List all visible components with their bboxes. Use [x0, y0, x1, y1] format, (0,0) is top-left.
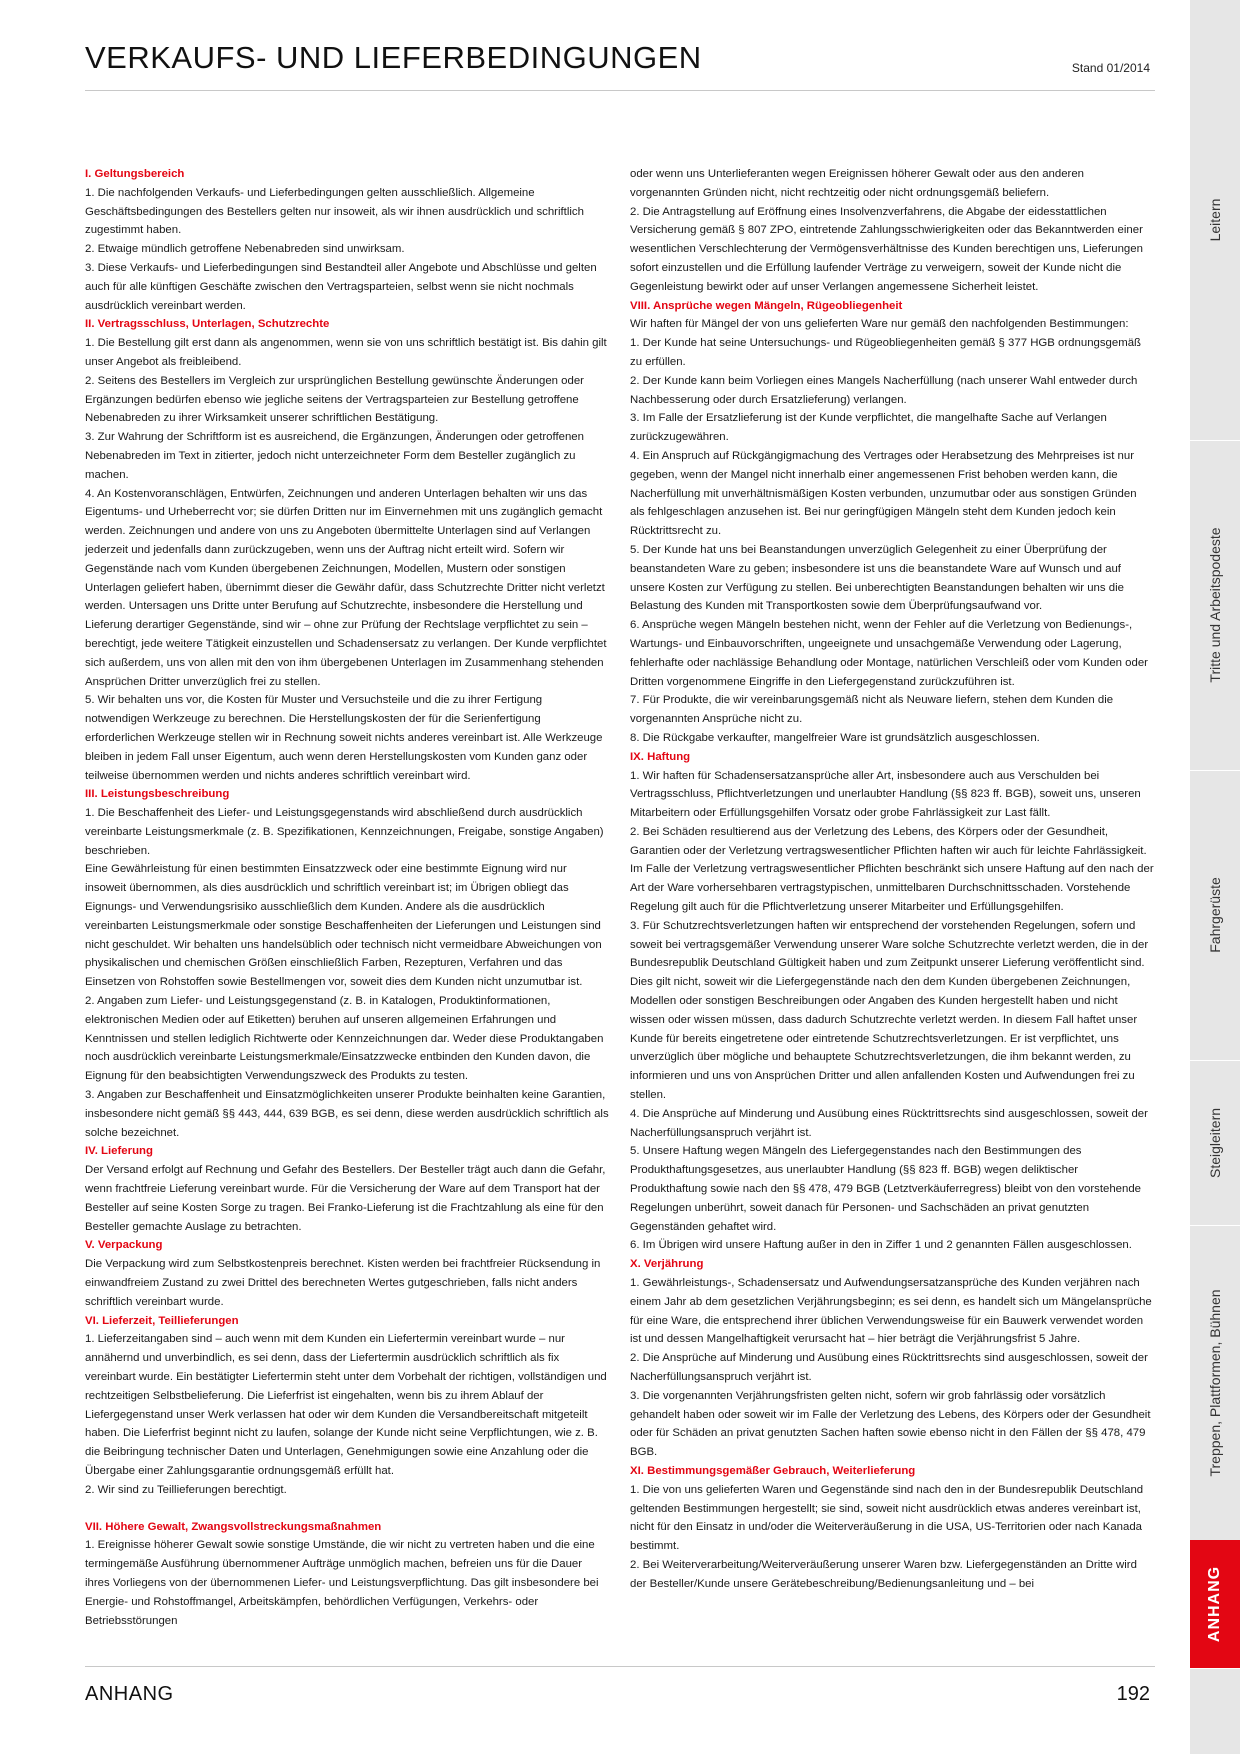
- section-heading: VI. Lieferzeit, Teillieferungen: [85, 1314, 239, 1327]
- sidebar-tab-label: Fahrgerüste: [1207, 877, 1223, 953]
- sidebar-tab-label: Tritte und Arbeitspodeste: [1207, 527, 1223, 683]
- sidebar-tab-label: Leitern: [1207, 198, 1223, 242]
- page-title: VERKAUFS- UND LIEFERBEDINGUNGEN: [85, 40, 702, 75]
- section-heading: VIII. Ansprüche wegen Mängeln, Rügeobliegenheit: [630, 299, 903, 312]
- paragraph: 2. Seitens des Bestellers im Vergleich zur ursprünglichen Bestellung gewünschte Änderungen oder Ergänzungen bedürfen ebenso wie jegliche seitens der Vertragsparteien zur Bestellung getroffene Nebenabreden zu ihrer Wirksamkeit unserer schriftlichen Bestätigung.: [85, 374, 584, 425]
- paragraph: 1. Die nachfolgenden Verkaufs- und Lieferbedingungen gelten ausschließlich. Allgemeine Geschäftsbedingungen des Bestellers gelten nur insoweit, als wir ihnen ausdrücklich und schriftlich zugestimmt haben.: [85, 186, 584, 237]
- paragraph: 4. An Kostenvoranschlägen, Entwürfen, Zeichnungen und anderen Unterlagen behalten wir uns das Eigentums- und Urheberrecht vor; sie dürfen Dritten nur im Einvernehmen mit uns zugänglich gemacht werden. Zeichnungen und andere von uns zu Angeboten übermittelte Unterlagen sind auf Verlangen jederzeit und jedenfalls dann zurückzugeben, wenn uns der Auftrag nicht erteilt wird. Sofern wir Gegenstände nach vom Kunden übergebenen Zeichnungen, Modellen, Mustern oder sonstigen Unterlagen geliefert haben, übernimmt dieser die Gewähr dafür, dass Schutzrechte Dritter nicht verletzt werden. Untersagen uns Dritte unter Berufung auf Schutzrechte, insbesondere die Herstellung und Lieferung derartiger Gegenstände, sind wir – ohne zur Prüfung der Rechtslage verpflichtet zu sein – berechtigt, jede weitere Tätigkeit einzustellen und Schadensersatz zu verlangen. Der Kunde verpflichtet sich außerdem, uns von allen mit den von ihm übergebenen Unterlagen im Zusammenhang stehenden Ansprüchen Dritter unverzüglich frei zu stellen.: [85, 487, 607, 688]
- version-date: Stand 01/2014: [1071, 61, 1150, 75]
- paragraph: 3. Für Schutzrechtsverletzungen haften wir entsprechend der vorstehenden Regelungen, sofern und soweit bei vertragsgemäßer Verwendung unserer Ware solche Schutzrechte verletzt werden, die in der Bundesrepublik Deutschland Gültigkeit haben und zum Zeitpunkt unserer Lieferung veröffentlicht sind. Dies gilt nicht, soweit wir die Liefergegenstände nach den dem Kunden übergebenen Zeichnungen, Modellen oder sonstigen Beschreibungen oder Angaben des Kunden hergestellt haben und nicht wissen oder wissen müssen, dass dadurch Schutzrechte verletzt werden. In diesem Fall haftet unser Kunde für bereits eingetretene oder eintretende Schutzrechtsverletzungen. Er ist verpflichtet, uns unverzüglich über mögliche und behauptete Schutzrechtsverletzungen, die ihm bekannt werden, zu informieren und uns von Ansprüchen Dritter und allen anfallenden Kosten und Aufwendungen frei zu stellen.: [630, 919, 1149, 1102]
- paragraph: 1. Ereignisse höherer Gewalt sowie sonstige Umstände, die wir nicht zu vertreten haben und die eine termingemäße Ausführung übernommener Aufträge unmöglich machen, befreien uns für die Dauer ihres Vorliegens von der übernommenen Liefer- und Leistungsverpflichtung. Das gilt insbesondere bei Energie- und Rohstoffmangel, Arbeitskämpfen, behördlichen Verfügungen, Verkehrs- oder Betriebsstörungen: [85, 1539, 599, 1627]
- chapter-sidebar: [1190, 0, 1240, 1754]
- page-number: 192: [1116, 1683, 1150, 1705]
- section-heading: XI. Bestimmungsgemäßer Gebrauch, Weiterlieferung: [630, 1464, 916, 1477]
- right-text-column: [630, 165, 1154, 1594]
- sidebar-tab-leitern[interactable]: [1190, 0, 1240, 441]
- sidebar-tab-label: Treppen, Plattformen, Bühnen: [1207, 1288, 1223, 1477]
- paragraph: 1. Wir haften für Schadensersatzansprüche aller Art, insbesondere auch aus Verschulden bei Vertragsschluss, Pflichtverletzungen und unerlaubter Handlung (§§ 823 ff. BGB), soweit uns, unseren Mitarbeitern oder Erfüllungsgehilfen Vorsatz oder grobe Fahrlässigkeit zur Last fällt.: [630, 769, 1141, 820]
- paragraph: 6. Im Übrigen wird unsere Haftung außer in den in Ziffer 1 und 2 genannten Fällen ausgeschlossen.: [630, 1239, 1132, 1252]
- section-heading: VII. Höhere Gewalt, Zwangsvollstreckungsmaßnahmen: [85, 1520, 382, 1533]
- paragraph: 2. Bei Schäden resultierend aus der Verletzung des Lebens, des Körpers oder der Gesundheit, Garantien oder der Verletzung vertragswesentlicher Pflichten haften wir auch für leichte Fahrlässigkeit. Im Falle der Verletzung vertragswesentlicher Pflichten beschränkt sich unsere Haftung auf den nach der Art der Ware vorhersehbaren vertragstypischen, unmittelbaren Durchschnittsschaden. Vorstehende Regelung gilt auch für die Pflichtverletzung unserer Mitarbeiter und Erfüllungsgehilfen.: [630, 825, 1154, 914]
- paragraph: 2. Angaben zum Liefer- und Leistungsgegenstand (z. B. in Katalogen, Produktinformationen, elektronischen Medien oder auf Etiketten) beruhen auf unseren allgemeinen Erfahrungen und Kenntnissen und stellen lediglich Richtwerte oder Kennzeichnungen dar. Weder diese Produktangaben noch ausdrücklich vereinbarte Leistungsmerkmale/Einsatzzwecke entbinden den Kunden davon, die Eignung für den beabsichtigten Verwendungszweck des Produkts zu testen.: [85, 995, 604, 1083]
- sidebar-tab-fahrgerueste[interactable]: [1190, 770, 1240, 1061]
- sidebar-tab-label: ANHANG: [1206, 1565, 1223, 1643]
- paragraph: oder wenn uns Unterlieferanten wegen Ereignissen höherer Gewalt oder aus den anderen vorgenannten Gründen nicht, nicht rechtzeitig oder nicht ordnungsgemäß beliefern.: [630, 168, 1085, 199]
- paragraph: Eine Gewährleistung für einen bestimmten Einsatzzweck oder eine bestimmte Eignung wird nur insoweit übernommen, als dies ausdrücklich und schriftlich vereinbart ist; im Übrigen obliegt das Eignungs- und Verwendungsrisiko ausschließlich dem Kunden. Andere als die ausdrücklich vereinbarten Leistungsmerkmale oder sonstige Beschaffenheiten der Lieferungen und Leistungen sind nicht geschuldet. Wir behalten uns handelsüblich oder technisch nicht vermeidbare Abweichungen von physikalischen und chemischen Größen einschließlich Farben, Rezepturen, Verfahren und das Einsetzen von Rohstoffen sowie Bestellmengen vor, soweit dies dem Kunden nicht unzumutbar ist.: [85, 863, 602, 989]
- section-heading: V. Verpackung: [85, 1239, 163, 1252]
- sidebar-tab-steigleitern[interactable]: [1190, 1060, 1240, 1226]
- left-text-column: [85, 165, 609, 1630]
- paragraph: 1. Die Beschaffenheit des Liefer- und Leistungsgegenstands wird abschließend durch ausdrücklich vereinbarte Leistungsmerkmale (z. B. Spezifikationen, Kennzeichnungen, Freigabe, sonstige Angaben) beschrieben.: [85, 807, 604, 857]
- paragraph: 4. Die Ansprüche auf Minderung und Ausübung eines Rücktrittsrechts sind ausgeschlossen, soweit der Nacherfüllungsanspruch verjährt ist.: [630, 1107, 1148, 1139]
- section-heading: I. Geltungsbereich: [85, 168, 185, 180]
- paragraph: Der Versand erfolgt auf Rechnung und Gefahr des Bestellers. Der Besteller trägt auch dann die Gefahr, wenn frachtfreie Lieferung vereinbart wurde. Für die Versicherung der Ware auf dem Transport hat der Besteller auf seine Kosten Sorge zu tragen. Bei Franko-Lieferung ist die Frachtzahlung als eine für den Besteller gemachte Auslage zu betrachten.: [85, 1164, 606, 1233]
- paragraph: 2. Die Ansprüche auf Minderung und Ausübung eines Rücktrittsrechts sind ausgeschlossen, soweit der Nacherfüllungsanspruch verjährt ist.: [630, 1352, 1148, 1383]
- paragraph: 2. Etwaige mündlich getroffene Nebenabreden sind unwirksam.: [85, 243, 405, 256]
- sidebar-empty-tab: [1190, 1668, 1240, 1754]
- paragraph: 1. Die von uns gelieferten Waren und Gegenstände sind nach den in der Bundesrepublik Deutschland geltenden Bestimmungen hergestellt; sie sind, soweit nicht ausdrücklich etwas anderes vereinbart ist, nicht für den Einsatz in und/oder die Weiterveräußerung in die USA, US-Territorien oder nach Kanada bestimmt.: [630, 1483, 1144, 1553]
- paragraph: 2. Die Antragstellung auf Eröffnung eines Insolvenzverfahrens, die Abgabe der eidesstattlichen Versicherung gemäß § 807 ZPO, eintretende Zahlungsschwierigkeiten oder das Bekanntwerden einer wesentlichen Verschlechterung der Vermögensverhältnisse des Kunden berechtigen uns, Lieferungen sofort einzustellen und die Erfüllung laufender Verträge zu verweigern, soweit der Kunde nicht die Gegenleistung bewirkt oder auf unser Verlangen angemessene Sicherheit leistet.: [630, 205, 1143, 293]
- sidebar-tab-label: Steigleitern: [1207, 1107, 1223, 1178]
- paragraph: 7. Für Produkte, die wir vereinbarungsgemäß nicht als Neuware liefern, stehen dem Kunden die vorgenannten Ansprüche nicht zu.: [630, 694, 1114, 726]
- paragraph: 1. Die Bestellung gilt erst dann als angenommen, wenn sie von uns schriftlich bestätigt ist. Bis dahin gilt unser Angebot als freibleibend.: [85, 337, 607, 368]
- footer-divider: [85, 1666, 1155, 1667]
- section-heading: X. Verjährung: [630, 1258, 704, 1271]
- sidebar-tab-anhang[interactable]: [1190, 1540, 1240, 1669]
- section-heading: IX. Haftung: [630, 750, 691, 763]
- paragraph: 8. Die Rückgabe verkaufter, mangelfreier Ware ist grundsätzlich ausgeschlossen.: [630, 731, 1040, 744]
- paragraph: 2. Der Kunde kann beim Vorliegen eines Mangels Nacherfüllung (nach unserer Wahl entweder durch Nachbesserung oder durch Ersatzlieferung) verlangen.: [630, 374, 1138, 406]
- paragraph: 1. Lieferzeitangaben sind – auch wenn mit dem Kunden ein Liefertermin vereinbart wurde – nur annähernd und unverbindlich, es sei denn, dass der Liefertermin ausdrücklich schriftlich als fix vereinbart wurde. Ein bestätigter Liefertermin steht unter dem Vorbehalt der richtigen, vollständigen und rechtzeitigen Selbstbelieferung. Die Lieferfrist ist eingehalten, wenn bis zu ihrem Ablauf der Liefergegenstand unser Werk verlassen hat oder wir dem Kunden die Versandbereitschaft mitgeteilt haben. Die Lieferfrist beginnt nicht zu laufen, solange der Kunde nicht seine Verpflichtungen, wie z. B. die Beibringung technischer Daten und Unterlagen, Genehmigungen sowie eine Anzahlung oder die Übergabe einer Zahlungsgarantie ordnungsgemäß erfüllt hat.: [85, 1333, 607, 1477]
- paragraph: 2. Bei Weiterverarbeitung/Weiterveräußerung unserer Waren bzw. Liefergegenständen an Dritte wird der Besteller/Kunde unsere Gerätebeschreibung/Bedienungsanleitung und – bei: [630, 1558, 1137, 1590]
- paragraph: 5. Der Kunde hat uns bei Beanstandungen unverzüglich Gelegenheit zu einer Überprüfung der beanstandeten Ware zu geben; insbesondere ist uns die beanstandete Ware auf Wunsch und auf unsere Kosten zur Verfügung zu stellen. Bei unberechtigten Beanstandungen behalten wir uns die Belastung des Kunden mit Transportkosten sowie dem Überprüfungsaufwand vor.: [630, 543, 1124, 613]
- sidebar-tab-tritte[interactable]: [1190, 440, 1240, 771]
- section-heading: II. Vertragsschluss, Unterlagen, Schutzrechte: [85, 318, 330, 331]
- paragraph: 5. Wir behalten uns vor, die Kosten für Muster und Versuchsteile und die zu ihrer Fertigung notwendigen Werkzeuge zu berechnen. Die Herstellungskosten der für die Serienfertigung erforderlichen Werkzeuge stellen wir in Rechnung soweit nichts anderes vereinbart ist. Alle Werkzeuge bleiben in jedem Fall unser Eigentum, auch wenn deren Herstellungskosten vom Kunden ganz oder teilweise übernommen werden und nichts anderes schriftlich vereinbart wird.: [85, 694, 603, 782]
- paragraph: Die Verpackung wird zum Selbstkostenpreis berechnet. Kisten werden bei frachtfreier Rücksendung in einwandfreiem Zustand zu zwei Drittel des berechneten Wertes gutgeschrieben, falls nicht anders schriftlich vereinbart wurde.: [85, 1258, 601, 1308]
- paragraph: 3. Angaben zur Beschaffenheit und Einsatzmöglichkeiten unserer Produkte beinhalten keine Garantien, insbesondere nicht gemäß §§ 443, 444, 639 BGB, es sei denn, diese werden ausdrücklich schriftlich als solche bezeichnet.: [85, 1089, 609, 1139]
- paragraph: 6. Ansprüche wegen Mängeln bestehen nicht, wenn der Fehler auf die Verletzung von Bedienungs-, Wartungs- und Einbauvorschriften, ungeeignete und unsachgemäße Verwendung oder Lagerung, fehlerhafte oder nachlässige Behandlung oder Montage, natürlichen Verschleiß oder vom Kunden oder Dritten vorgenommene Eingriffe in den Liefergegenstand zurückzuführen ist.: [630, 619, 1148, 688]
- paragraph: 1. Gewährleistungs-, Schadensersatz und Aufwendungsersatzansprüche des Kunden verjähren nach einem Jahr ab dem gesetzlichen Verjährungsbeginn; es sei denn, es handelt sich um Mängelansprüche für eine Ware, die entsprechend ihrer üblichen Verwendungsweise für ein Bauwerk verwendet worden ist und dessen Mangelhaftigkeit verursacht hat – hier beträgt die Verjährungsfrist 5 Jahre.: [630, 1277, 1152, 1346]
- paragraph: 3. Im Falle der Ersatzlieferung ist der Kunde verpflichtet, die mangelhafte Sache auf Verlangen zurückzugewähren.: [630, 412, 1107, 444]
- section-heading: IV. Lieferung: [85, 1145, 153, 1158]
- paragraph: 3. Zur Wahrung der Schriftform ist es ausreichend, die Ergänzungen, Änderungen oder getroffenen Nebenabreden im Text in zitierter, jedoch nicht unterzeichneter Form dem Besteller zugänglich zu machen.: [85, 431, 584, 481]
- footer-section-label: ANHANG: [85, 1683, 174, 1705]
- sidebar-tab-treppen[interactable]: [1190, 1225, 1240, 1541]
- header-divider: [85, 90, 1155, 91]
- section-heading: III. Leistungsbeschreibung: [85, 788, 230, 801]
- paragraph: 1. Der Kunde hat seine Untersuchungs- und Rügeobliegenheiten gemäß § 377 HGB ordnungsgemäß zu erfüllen.: [630, 337, 1142, 368]
- paragraph: 3. Diese Verkaufs- und Lieferbedingungen sind Bestandteil aller Angebote und Abschlüsse und gelten auch für alle künftigen Geschäfte zwischen den Vertragsparteien, selbst wenn sie nicht nochmals ausdrücklich vereinbart werden.: [85, 261, 597, 312]
- paragraph: Wir haften für Mängel der von uns gelieferten Ware nur gemäß den nachfolgenden Bestimmungen:: [630, 318, 1129, 331]
- paragraph: 5. Unsere Haftung wegen Mängeln des Liefergegenstandes nach den Bestimmungen des Produkthaftungsgesetzes, aus unerlaubter Handlung (§§ 823 ff. BGB) wegen deliktischer Produkthaftung sowie nach den §§ 478, 479 BGB (Letztverkäuferregress) bleibt von den vorstehende Regelungen unberührt, soweit danach für Personen- und Sachschäden an privat genutzten Gegenständen gehaftet wird.: [630, 1145, 1141, 1233]
- paragraph: 3. Die vorgenannten Verjährungsfristen gelten nicht, sofern wir grob fahrlässig oder vorsätzlich gehandelt haben oder soweit wir im Falle der Verletzung des Lebens, des Körpers oder der Gesundheit oder für Schäden an privat genutzten Sachen haften sowie ebenso nicht in den Fällen der §§ 478, 479 BGB.: [630, 1389, 1151, 1459]
- paragraph: 4. Ein Anspruch auf Rückgängigmachung des Vertrages oder Herabsetzung des Mehrpreises ist nur gegeben, wenn der Mangel nicht innerhalb einer angemessenen Frist behoben werden kann, die Nacherfüllung mit unverhältnismäßigen Kosten verbunden, unzumutbar oder aus sonstigen Gründen als fehlgeschlagen anzusehen ist. Bei nur geringfügigen Mängeln steht dem Kunden jedoch kein Rücktrittsrecht zu.: [630, 449, 1137, 538]
- paragraph: 2. Wir sind zu Teillieferungen berechtigt.: [85, 1483, 287, 1496]
